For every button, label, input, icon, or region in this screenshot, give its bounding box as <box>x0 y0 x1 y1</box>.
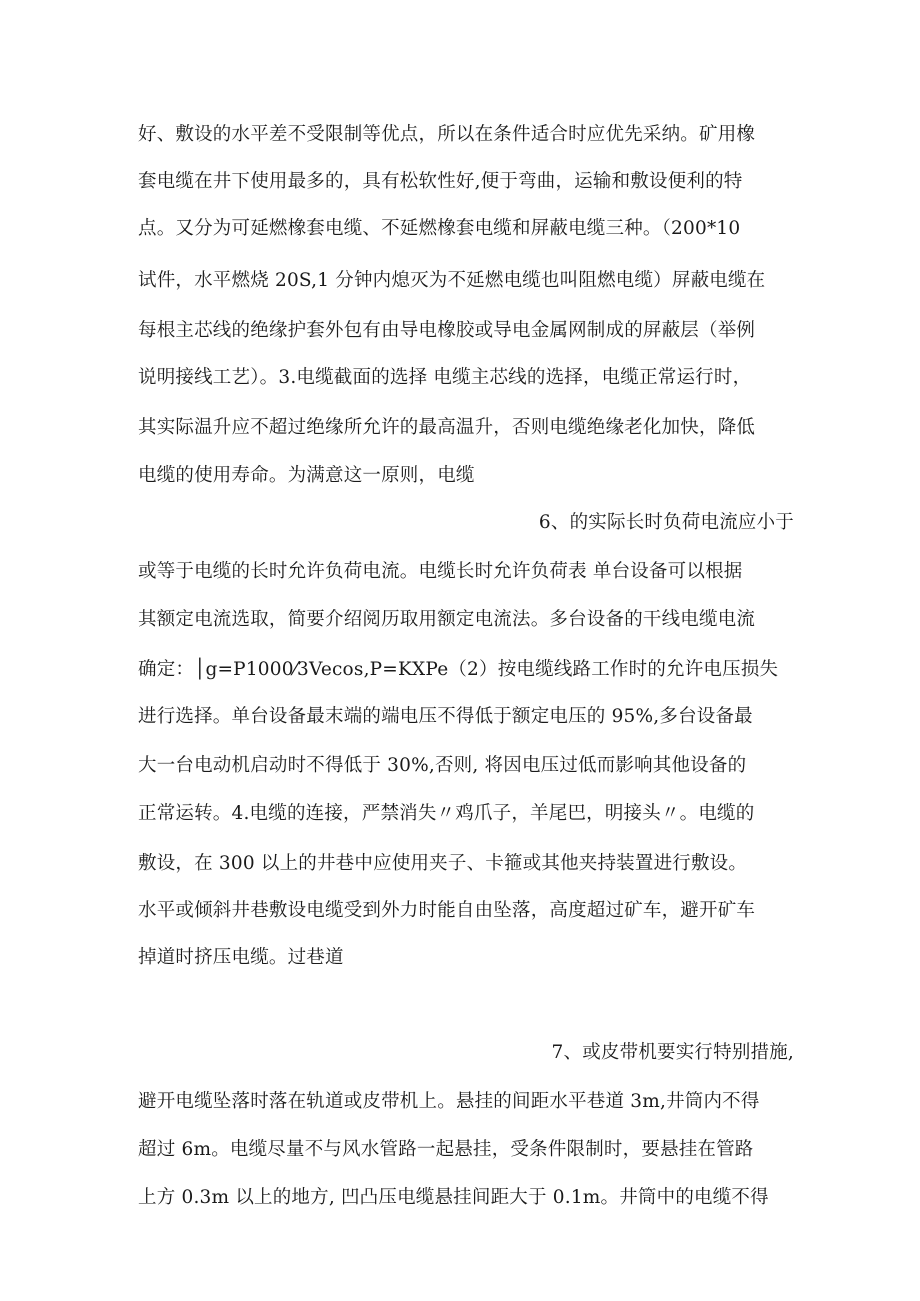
text-line: 进行选择。单台设备最末端的端电压不得低于额定电压的 95%,多台设备最 <box>138 706 753 727</box>
text-line: 其额定电流选取，简要介绍阅历取用额定电流法。多台设备的干线电缆电流 <box>138 609 756 630</box>
text-line: 套电缆在井下使用最多的，具有松软性好,便于弯曲，运输和敷设便利的特 <box>138 171 743 192</box>
text-line: 上方 0.3m 以上的地方, 凹凸压电缆悬挂间距大于 0.1m。井筒中的电缆不得 <box>138 1187 769 1208</box>
text-line: 或等于电缆的长时允许负荷电流。电缆长时允许负荷表 单台设备可以根据 <box>138 561 743 582</box>
text-line: 避开电缆坠落时落在轨道或皮带机上。悬挂的间距水平巷道 3m,井筒内不得 <box>138 1091 760 1112</box>
text-line: 大一台电动机启动时不得低于 30%,否则, 将因电压过低而影响其他设备的 <box>138 755 747 776</box>
text-line: 好、敷设的水平差不受限制等优点，所以在条件适合时应优先采纳。矿用橡 <box>138 124 756 145</box>
text-line: 说明接线工艺）。3.电缆截面的选择 电缆主芯线的选择，电缆正常运行时， <box>138 367 752 388</box>
text-line: 试件，水平燃烧 20S,1 分钟内熄灭为不延燃电缆也叫阻燃电缆）屏蔽电缆在 <box>138 270 766 291</box>
text-line: 每根主芯线的绝缘护套外包有由导电橡胶或导电金属网制成的屏蔽层（举例 <box>138 320 756 341</box>
text-line: 电缆的使用寿命。为满意这一原则，电缆 <box>138 465 475 486</box>
formula-line: 确定：│g=P1000⁄3Vecos,P=KXPe（2）按电缆线路工作时的允许电压损失 <box>138 659 779 680</box>
text-line: 正常运转。4.电缆的连接，严禁消失〃鸡爪子，羊尾巴，明接头〃。电缆的 <box>138 803 755 824</box>
text-line: 敷设，在 300 以上的井巷中应使用夹子、卡箍或其他夹持装置进行敷设。 <box>138 853 748 874</box>
text-line: 水平或倾斜井巷敷设电缆受到外力时能自由坠落，高度超过矿车，避开矿车 <box>138 900 756 921</box>
section-heading-7: 7、或皮带机要实行特别措施, <box>551 1042 794 1063</box>
section-heading-6: 6、的实际长时负荷电流应小于 <box>538 512 794 533</box>
text-line: 掉道时挤压电缆。过巷道 <box>138 947 344 968</box>
text-line: 其实际温升应不超过绝缘所允许的最高温升，否则电缆绝缘老化加快，降低 <box>138 417 756 438</box>
text-line: 点。又分为可延燃橡套电缆、不延燃橡套电缆和屏蔽电缆三种。（200*10 <box>138 218 741 239</box>
text-line: 超过 6m。电缆尽量不与风水管路一起悬挂，受条件限制时，要悬挂在管路 <box>138 1139 754 1160</box>
